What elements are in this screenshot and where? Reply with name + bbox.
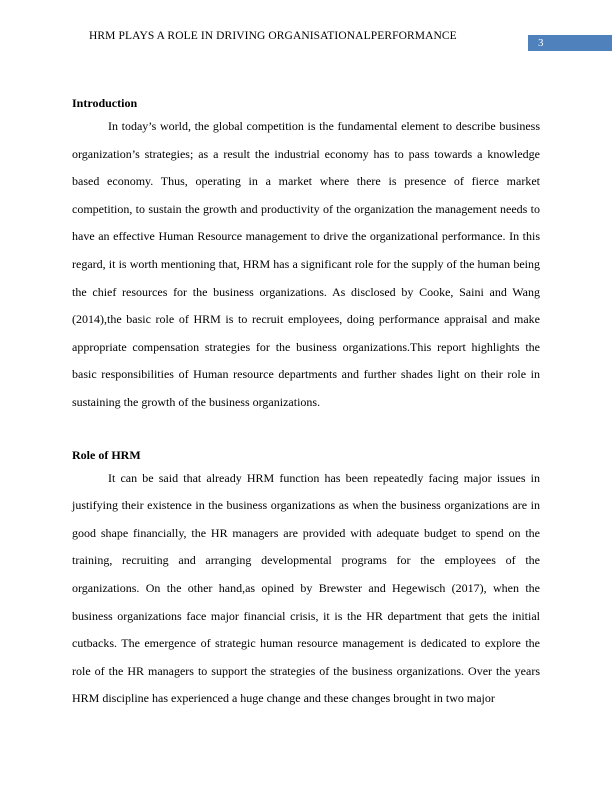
role-of-hrm-paragraph: It can be said that already HRM function has been repeatedly facing major issues in justifying their existence in the business organizations as when the business organizations are in good shape financially, the HR managers are provided with adequate budget to spend on the training, recruiting and arranging developmental programs for the employees of the organizations. On the other hand,as opined by Brewster and Hegewisch (2017), when the business organizations face major financial crisis, it is the HR department that gets the initial cutbacks. The emergence of strategic human resource management is dedicated to explore the role of the HR managers to support the strategies of the business organizations. Over the years HRM discipline has experienced a huge change and these changes brought in two major bbox=[72, 470, 540, 706]
introduction-heading: Introduction bbox=[72, 96, 138, 110]
introduction-paragraph: In today’s world, the global competition is the fundamental element to describe business organization’s strategies; as a result the industrial economy has to pass towards a knowledge based economy. Thus, operating in a market where there is presence of fierce market competition, to sustain the growth and productivity of the organization the management needs to have an effective Human Resource management to drive the organizational performance. In this regard, it is worth mentioning that, HRM has a significant role for the supply of the human being the chief resources for the business organizations. As disclosed by Cooke, Saini and Wang (2014),the basic role of HRM is to recruit employees, doing performance appraisal and make appropriate compensation strategies for the business organizations.This report highlights the basic responsibilities of Human resource departments and further shades light on their role in sustaining the growth of the business organizations. bbox=[72, 119, 540, 409]
role-of-hrm-heading: Role of HRM bbox=[72, 447, 141, 462]
running-head: HRM PLAYS A ROLE IN DRIVING ORGANISATIONALPERFORMANCE bbox=[89, 30, 457, 42]
section-spacer bbox=[72, 417, 540, 445]
document-body bbox=[72, 93, 540, 713]
page-number: 3 bbox=[528, 35, 612, 51]
